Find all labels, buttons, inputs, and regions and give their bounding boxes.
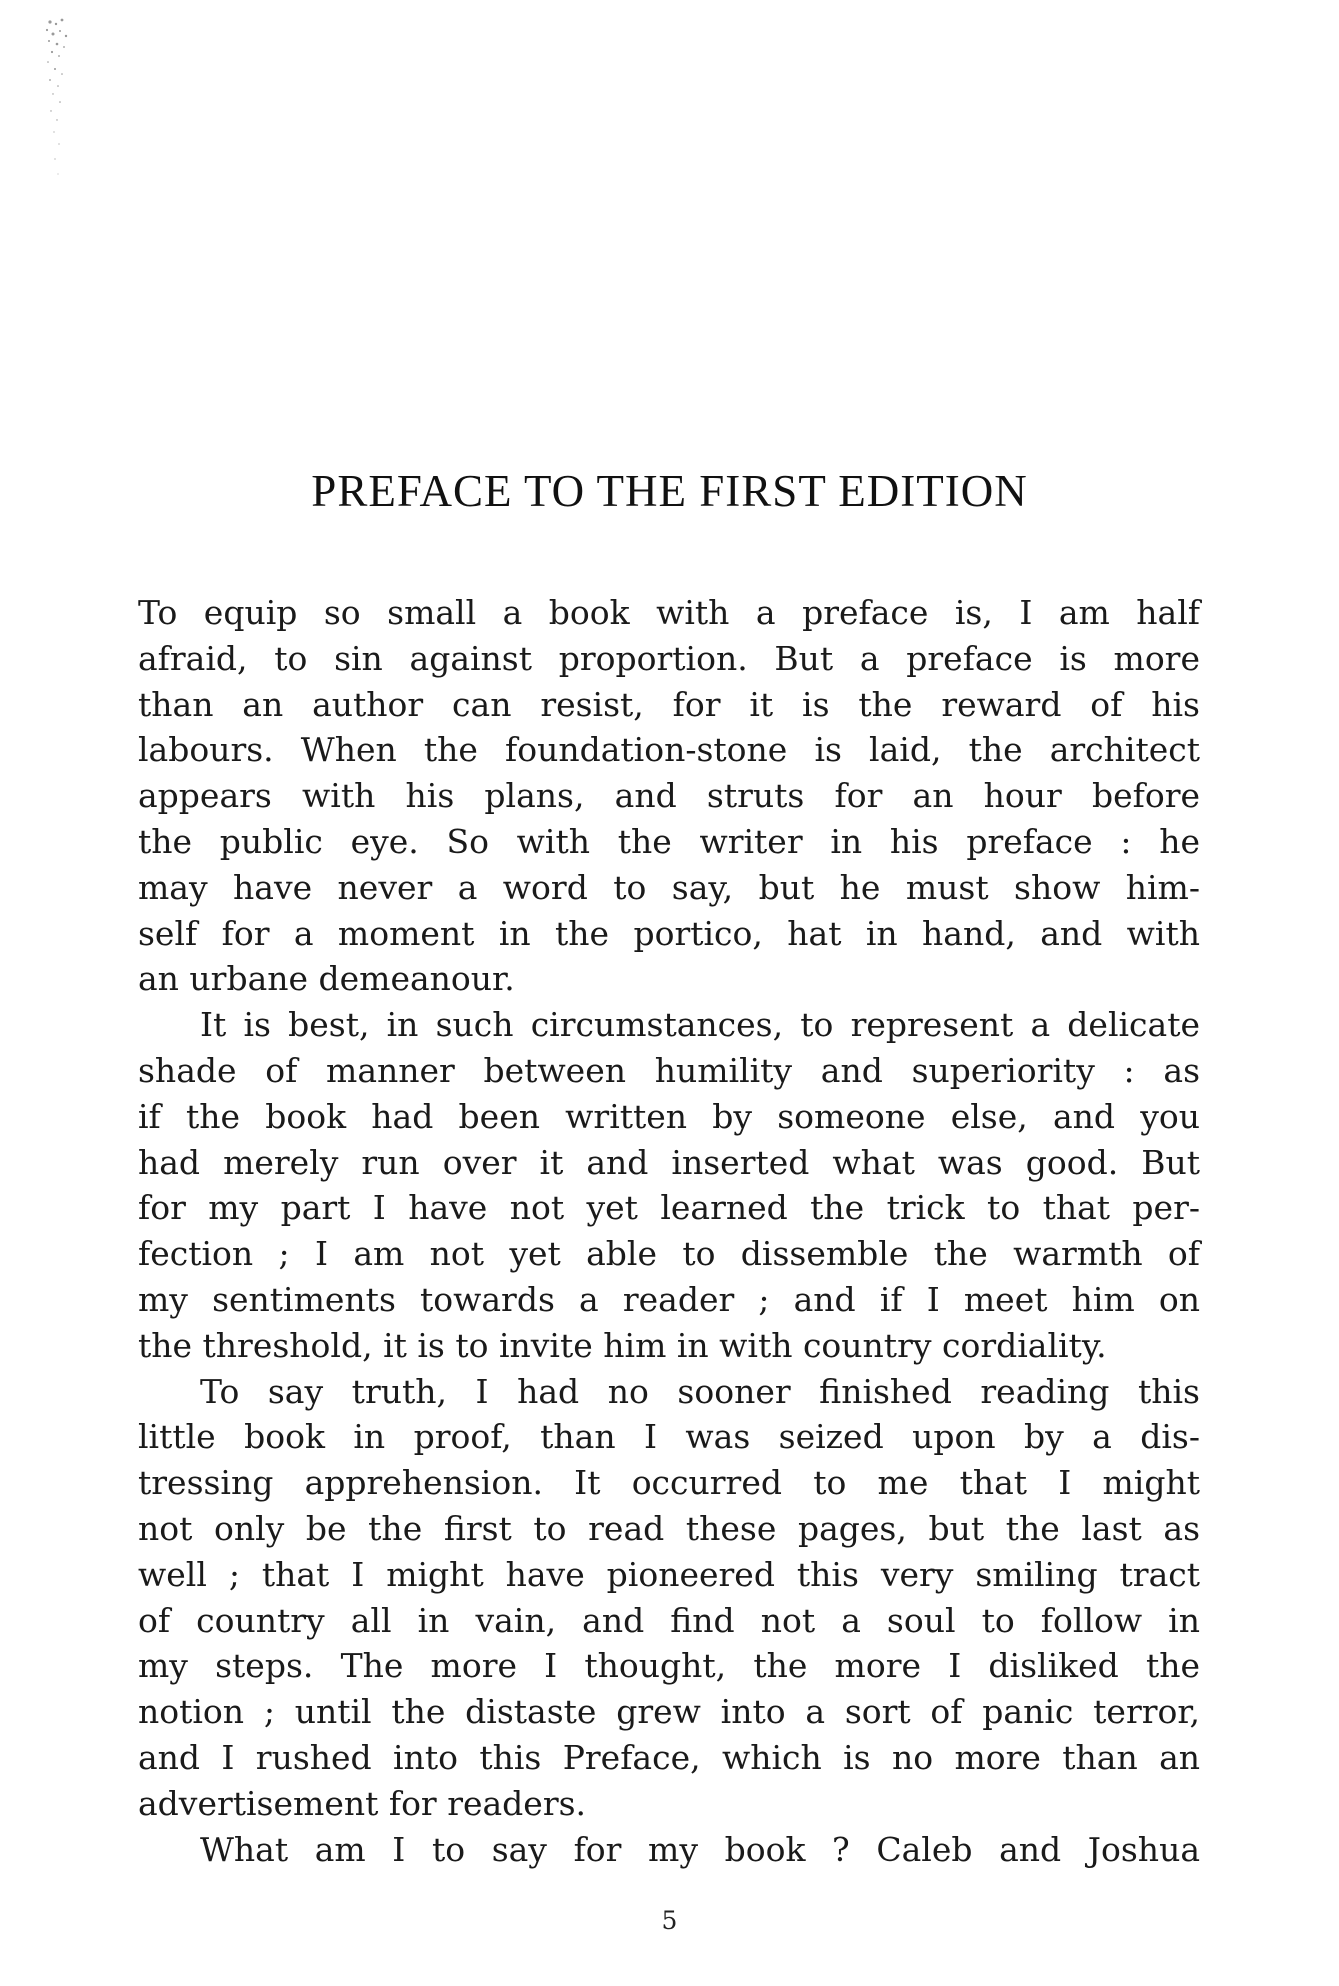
text-line: than an author can resist, for it is the reward of his [138,684,1200,724]
text-line: tressing apprehension. It occurred to me that I might [138,1463,1200,1503]
page-number: 5 [661,1906,678,1935]
text-line: for my part I have not yet learned the trick to that per- [138,1188,1200,1228]
text-line: afraid, to sin against proportion. But a preface is more [138,638,1200,678]
text-line: self for a moment in the portico, hat in hand, and with [138,913,1200,953]
page-title: PREFACE TO THE FIRST EDITION [311,466,1028,516]
text-line: not only be the first to read these pages, but the last as [138,1508,1200,1548]
text-line: the threshold, it is to invite him in with country cordiality. [138,1325,1107,1365]
text-line: labours. When the foundation-stone is laid, the architect [138,730,1200,770]
text-line: To say truth, I had no sooner finished reading this [200,1371,1200,1411]
scan-speckle-mark [38,14,118,184]
text-line: well ; that I might have pioneered this very smiling tract [138,1554,1200,1594]
text-line: To equip so small a book with a preface is, I am half [138,593,1200,632]
text-line: of country all in vain, and find not a soul to follow in [138,1600,1200,1640]
text-line: my steps. The more I thought, the more I disliked the [138,1646,1200,1686]
text-line: notion ; until the distaste grew into a sort of panic terror, [138,1692,1200,1732]
text-line: my sentiments towards a reader ; and if I meet him on [138,1279,1200,1319]
text-line: shade of manner between humility and superiority : as [138,1050,1200,1090]
text-line: may have never a word to say, but he must show him- [138,867,1200,907]
preface-body [138,590,1200,1872]
text-line: and I rushed into this Preface, which is no more than an [138,1737,1200,1777]
text-line: an urbane demeanour. [138,959,515,999]
text-line: appears with his plans, and struts for an hour before [138,776,1200,816]
text-line: the public eye. So with the writer in his preface : he [138,821,1200,861]
text-line: little book in proof, than I was seized upon by a dis- [138,1417,1200,1457]
text-line: It is best, in such circumstances, to represent a delicate [200,1005,1200,1045]
text-line: advertisement for readers. [138,1783,587,1823]
text-line: fection ; I am not yet able to dissemble the warmth of [138,1234,1200,1274]
text-line: What am I to say for my book ? Caleb and Joshua [200,1829,1200,1869]
text-line: had merely run over it and inserted what was good. But [138,1142,1200,1182]
text-line: if the book had been written by someone else, and you [138,1096,1200,1136]
